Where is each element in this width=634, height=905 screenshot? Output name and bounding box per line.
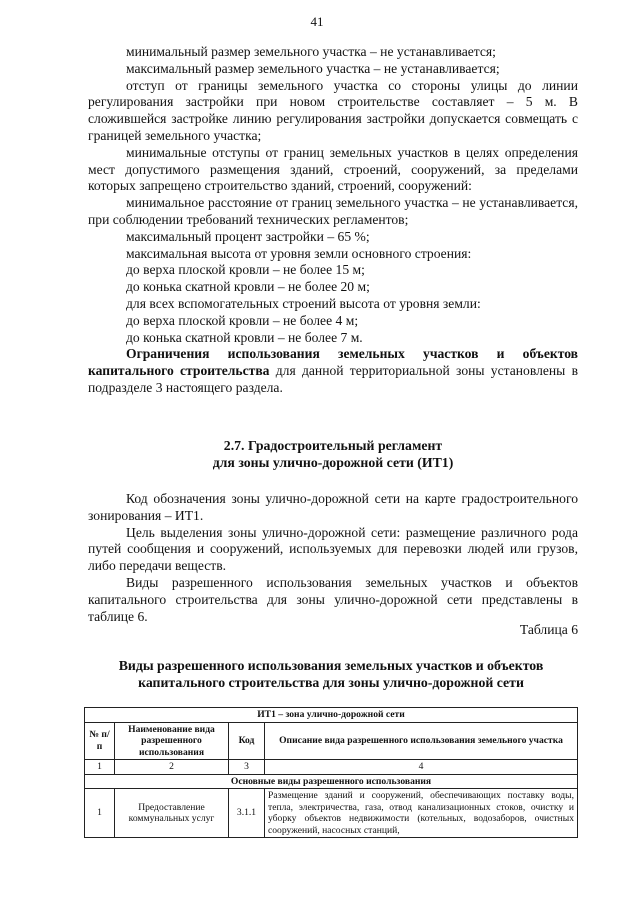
paragraph: до конька скатной кровли – не более 20 м; <box>126 279 370 295</box>
description-cell: Размещение зданий и сооружений, обеспечивающих поставку воды, тепла, электричества, газа, отвод канализационных стоков, очистку и уборку объектов недвижимости (котельных, водозаборов, очистных сооружений, насосных станций, <box>265 789 578 838</box>
col-number-cell: 1 <box>85 760 115 775</box>
paragraph: Цель выделения зоны улично-дорожной сети: размещение различного рода путей сообщения и сооружений, используемых для перевозки людей или грузов, либо передачи веществ. <box>88 524 578 574</box>
paragraph: до конька скатной кровли – не более 7 м. <box>126 329 363 345</box>
table-row <box>85 789 578 838</box>
restrictions-bold: Ограничения использования земельных участков и объектов капитального строительства <box>88 346 578 379</box>
paragraph: максимальная высота от уровня земли основного строения: <box>126 245 472 261</box>
col-number-cell: 2 <box>115 760 229 775</box>
paragraph: до верха плоской кровли – не более 15 м; <box>126 262 365 278</box>
paragraph: Код обозначения зоны улично-дорожной сети на карте градостроительного зонирования – ИТ1. <box>88 491 578 523</box>
col-number-cell: 3 <box>229 760 265 775</box>
paragraph: Виды разрешенного использования земельных участков и объектов капитального строительства для зоны улично-дорожной сети представлены в таблице 6. <box>88 574 578 624</box>
section-cell: Основные виды разрешенного использования <box>85 774 578 789</box>
header-cell: Код <box>229 722 265 760</box>
table-label: Таблица 6 <box>519 622 578 637</box>
restrictions-rest: для данной территориальной зоны установлены в подразделе 3 настоящего раздела. <box>88 363 578 395</box>
zone-header-cell: ИТ1 – зона улично-дорожной сети <box>85 708 578 723</box>
table-title <box>70 657 592 691</box>
page-number: 41 <box>310 14 324 29</box>
restrictions-paragraph <box>88 346 578 396</box>
section-heading-line1: 2.7. Градостроительный регламент <box>223 438 443 453</box>
section-heading-line2: для зоны улично-дорожной сети (ИТ1) <box>212 455 454 470</box>
regulation-parameters <box>88 44 578 397</box>
zone-description <box>88 491 578 625</box>
use-name-cell: Предоставление коммунальных услуг <box>115 789 229 838</box>
paragraph: минимальный размер земельного участка – не устанавливается; <box>126 44 496 59</box>
paragraph: максимальный процент застройки – 65 %; <box>126 228 370 244</box>
paragraph: минимальное расстояние от границ земельного участка – не устанавливается, при соблюдении требований технических регламентов; <box>88 195 578 227</box>
table-title-line1: Виды разрешенного использования земельных участков и объектов <box>118 658 544 673</box>
col-number-cell: 4 <box>265 760 578 775</box>
paragraph: до верха плоской кровли – не более 4 м; <box>126 312 359 328</box>
permitted-use-table <box>84 707 578 838</box>
paragraph: отступ от границы земельного участка со стороны улицы до линии регулирования застройки при новом строительстве составляет – 5 м. В сложившейся застройке линию регулирования застройки допускается совмещать с границей земельного участка; <box>88 77 578 143</box>
header-cell: Описание вида разрешенного использования земельного участка <box>265 722 578 760</box>
header-cell: № п/п <box>85 722 115 760</box>
paragraph: минимальные отступы от границ земельных участков в целях определения мест допустимого размещения зданий, строений, сооружений, за пределами которых запрещено строительство зданий, строений, сооружений: <box>88 144 578 194</box>
row-number-cell: 1 <box>85 789 115 838</box>
paragraph: максимальный размер земельного участка – не устанавливается; <box>126 60 500 76</box>
code-cell: 3.1.1 <box>229 789 265 838</box>
paragraph: для всех вспомогательных строений высота от уровня земли: <box>126 295 481 311</box>
table-title-line2: капитального строительства для зоны улично-дорожной сети <box>138 675 524 690</box>
header-cell: Наименование вида разрешенного использования <box>115 722 229 760</box>
section-heading <box>88 437 578 471</box>
